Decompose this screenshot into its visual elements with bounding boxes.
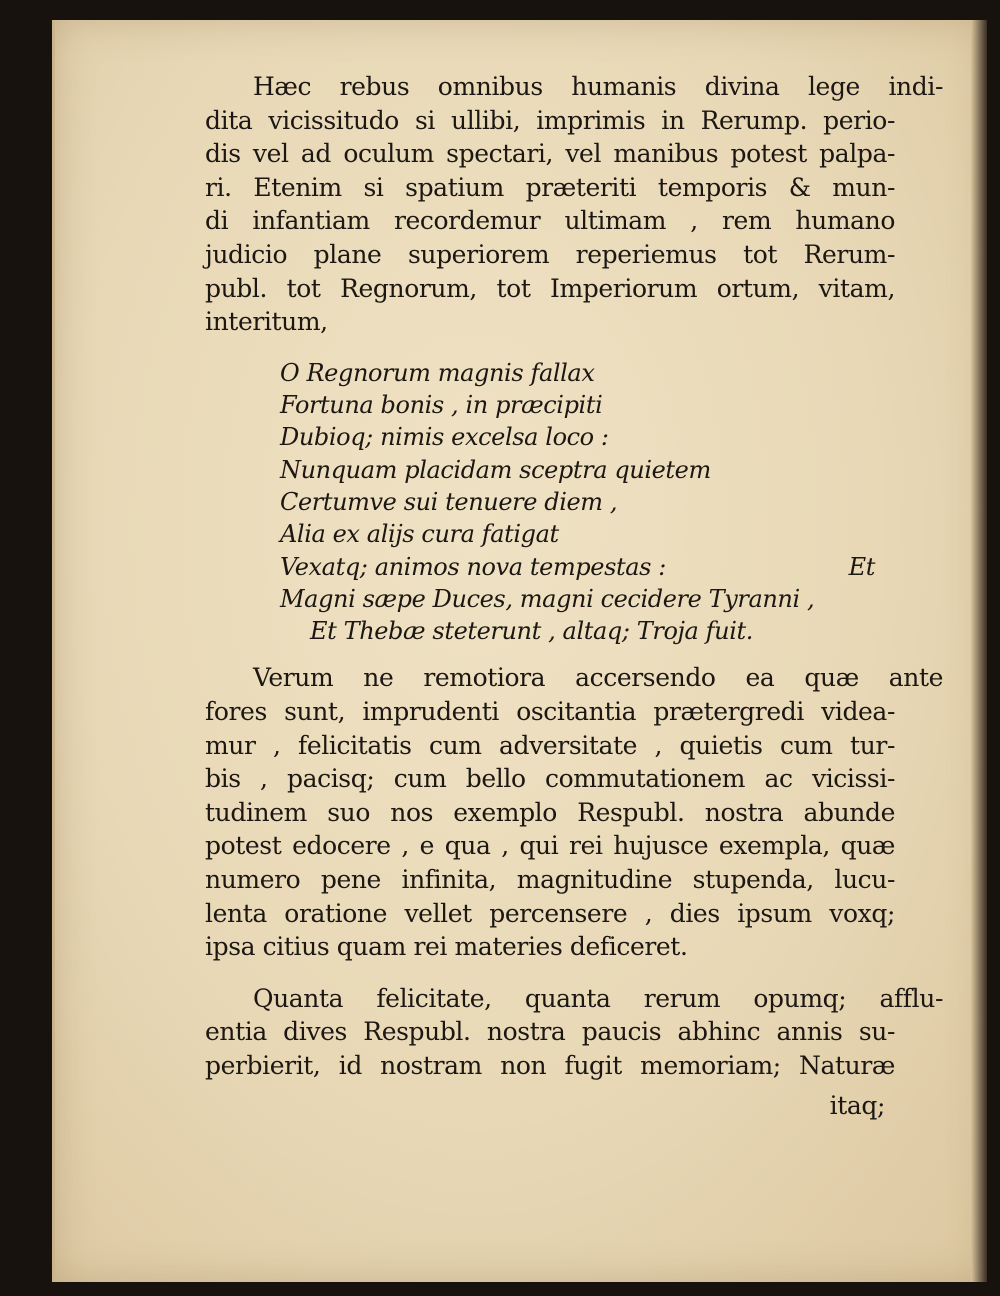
verse-quotation bbox=[205, 357, 905, 648]
text-line: potest edocere , e qua , qui rei hujusce exempla, quæ bbox=[205, 831, 895, 861]
catchword: itaq; bbox=[829, 1090, 885, 1120]
verse-line: Magni sæpe Duces, magni cecidere Tyranni , bbox=[280, 584, 815, 613]
verse-line: Dubioq; nimis excelsa loco : bbox=[280, 423, 609, 452]
verse-catch-word: Et bbox=[848, 552, 875, 581]
text-line: dis vel ad oculum spectari, vel manibus potest palpa- bbox=[205, 139, 895, 169]
paragraph-3 bbox=[205, 982, 943, 1083]
text-line: Hæc rebus omnibus humanis divina lege indi- bbox=[253, 72, 943, 101]
text-line: Quanta felicitate, quanta rerum opumq; afflu- bbox=[253, 983, 943, 1013]
text-line: judicio plane superiorem reperiemus tot Rerum- bbox=[205, 239, 895, 269]
text-line: publ. tot Regnorum, tot Imperiorum ortum, vitam, bbox=[205, 273, 895, 303]
text-line: ri. Etenim si spatium præteriti temporis & mun- bbox=[205, 172, 895, 202]
text-line: perbierit, id nostram non fugit memoriam; Naturæ bbox=[205, 1050, 895, 1080]
verse-line: Fortuna bonis , in præcipiti bbox=[280, 391, 603, 420]
text-line: interitum, bbox=[205, 307, 328, 337]
text-line: tudinem suo nos exemplo Respubl. nostra abunde bbox=[205, 797, 895, 827]
text-line: dita vicissitudo si ullibi, imprimis in Rerump. perio- bbox=[205, 105, 895, 135]
verse-line: Nunquam placidam sceptra quietem bbox=[280, 455, 711, 484]
verse-line: Alia ex alijs cura fatigat bbox=[280, 520, 559, 549]
text-line: numero pene infinita, magnitudine stupenda, lucu- bbox=[205, 864, 895, 894]
verse-line-text: Vexatq; animos nova tempestas : bbox=[280, 552, 666, 581]
verse-line: O Regnorum magnis fallax bbox=[280, 358, 595, 387]
text-line: fores sunt, imprudenti oscitantia prætergredi videa- bbox=[205, 697, 895, 727]
paragraph-2 bbox=[205, 661, 943, 963]
text-line: ipsa citius quam rei materies deficeret. bbox=[205, 932, 688, 962]
page-edge-shadow bbox=[971, 20, 987, 1282]
text-line: Verum ne remotiora accersendo ea quæ ante bbox=[253, 663, 943, 693]
verse-line: Certumve sui tenuere diem , bbox=[280, 487, 618, 516]
text-line: entia dives Respubl. nostra paucis abhinc annis su- bbox=[205, 1017, 895, 1047]
text-line: mur , felicitatis cum adversitate , quietis cum tur- bbox=[205, 730, 895, 760]
paragraph-1 bbox=[205, 70, 943, 339]
text-line: bis , pacisq; cum bello commutationem ac vicissi- bbox=[205, 764, 895, 794]
text-line: di infantiam recordemur ultimam , rem humano bbox=[205, 206, 895, 236]
verse-line bbox=[205, 551, 905, 583]
page-text bbox=[205, 70, 943, 1122]
verse-line: Et Thebæ steterunt , altaq; Troja fuit. bbox=[310, 617, 753, 646]
text-line: lenta oratione vellet percensere , dies ipsum voxq; bbox=[205, 898, 895, 928]
